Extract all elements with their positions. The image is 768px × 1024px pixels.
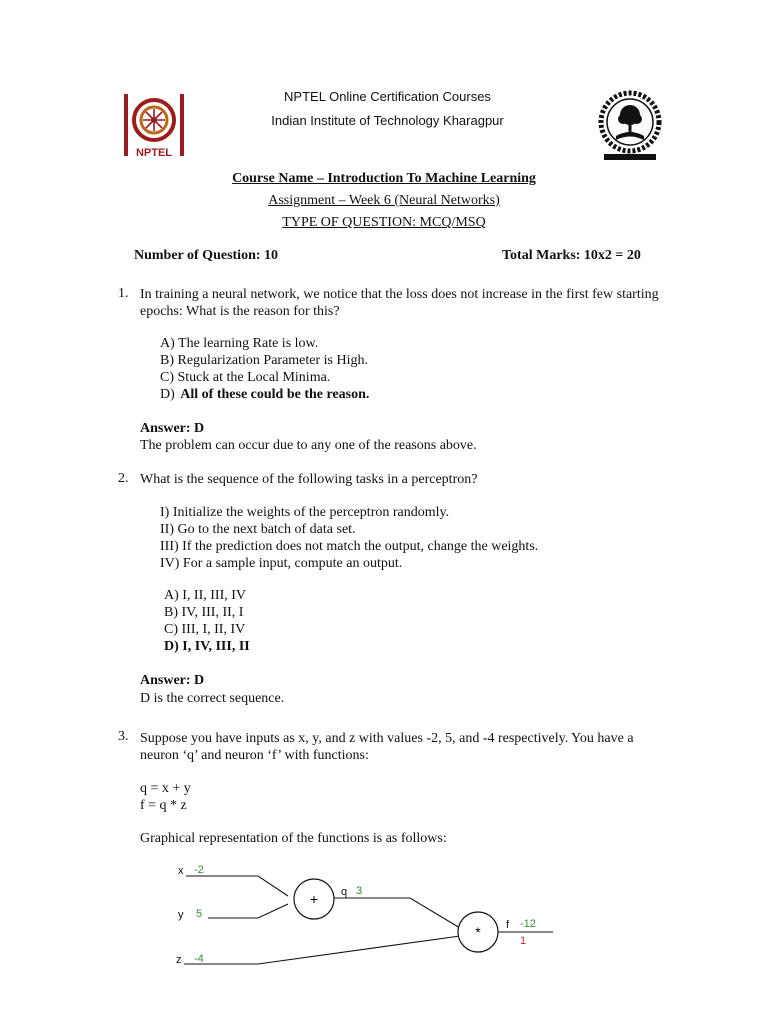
q2-text: What is the sequence of the following tasks in a perceptron?	[140, 472, 478, 487]
q1-option-c: C) Stuck at the Local Minima.	[160, 370, 331, 385]
question-type: TYPE OF QUESTION: MCQ/MSQ	[282, 215, 486, 230]
q2-step-3: III) If the prediction does not match the output, change the weights.	[160, 539, 539, 554]
q2-step-1: I) Initialize the weights of the perceptron randomly.	[160, 505, 450, 520]
q1-option-d-text: All of these could be the reason.	[180, 387, 370, 402]
total-marks: Total Marks: 10x2 = 20	[502, 248, 641, 263]
x-value: -2	[194, 864, 204, 876]
f-value: -12	[520, 918, 536, 930]
nptel-logo-text: NPTEL	[135, 147, 173, 159]
plus-symbol: +	[309, 891, 319, 907]
q2-option-b: B) IV, III, II, I	[164, 605, 244, 620]
q1-text-line1: In training a neural network, we notice that the loss does not increase in the first few starting	[140, 287, 659, 302]
edge-y-to-plus	[208, 904, 288, 918]
z-label: z	[176, 954, 182, 966]
q2-answer-value: : D	[185, 673, 205, 688]
x-label: x	[178, 865, 184, 877]
q2-option-d: D) I, IV, III, II	[164, 639, 250, 654]
q3-equation-q: q = x + y	[140, 781, 191, 796]
course-title: Course Name – Introduction To Machine Learning	[232, 171, 536, 186]
q1-text-line2: epochs: What is the reason for this?	[140, 304, 340, 319]
edge-plus-to-times	[333, 898, 460, 928]
q1-option-d-letter: D)	[160, 387, 175, 402]
f-gradient: 1	[520, 935, 527, 947]
q2-step-2: II) Go to the next batch of data set.	[160, 522, 356, 537]
num-questions: Number of Question: 10	[134, 248, 279, 263]
q2-answer-label: Answer	[140, 673, 186, 688]
edge-z-to-times	[184, 936, 460, 964]
q2-number: 2.	[118, 471, 129, 486]
q3-number: 3.	[118, 729, 129, 744]
q1-option-b: B) Regularization Parameter is High.	[160, 353, 368, 368]
y-label: y	[178, 909, 184, 921]
q2-answer	[140, 672, 204, 689]
z-value: -4	[194, 953, 204, 965]
computation-graph	[168, 856, 568, 974]
assignment-title: Assignment – Week 6 (Neural Networks)	[268, 193, 500, 208]
nptel-logo	[122, 92, 186, 160]
q1-option-d	[160, 386, 369, 403]
f-label: f	[506, 919, 510, 931]
q3-text-line2: neuron ‘q’ and neuron ‘f’ with functions:	[140, 748, 369, 763]
q1-answer: Answer: D	[140, 421, 205, 436]
q-value: 3	[356, 885, 363, 897]
q2-option-c: C) III, I, II, IV	[164, 622, 246, 637]
q2-step-4: IV) For a sample input, compute an output.	[160, 556, 403, 571]
q2-explanation: D is the correct sequence.	[140, 691, 285, 706]
q1-number: 1.	[118, 286, 129, 301]
header-line-1: NPTEL Online Certification Courses	[284, 89, 491, 104]
q3-equation-f: f = q * z	[140, 798, 187, 813]
header-line-2: Indian Institute of Technology Kharagpur	[271, 113, 504, 128]
q3-graph-caption: Graphical representation of the functions is as follows:	[140, 831, 447, 846]
q1-option-a: A) The learning Rate is low.	[160, 336, 319, 351]
q1-explanation: The problem can occur due to any one of the reasons above.	[140, 438, 477, 453]
y-value: 5	[196, 908, 203, 920]
q2-option-a: A) I, II, III, IV	[164, 588, 247, 603]
edge-x-to-plus	[186, 876, 288, 896]
q-label: q	[341, 886, 348, 898]
iit-kgp-logo	[598, 88, 662, 162]
times-symbol: *	[475, 924, 481, 940]
q3-text-line1: Suppose you have inputs as x, y, and z with values -2, 5, and -4 respectively. You have a	[140, 731, 634, 746]
